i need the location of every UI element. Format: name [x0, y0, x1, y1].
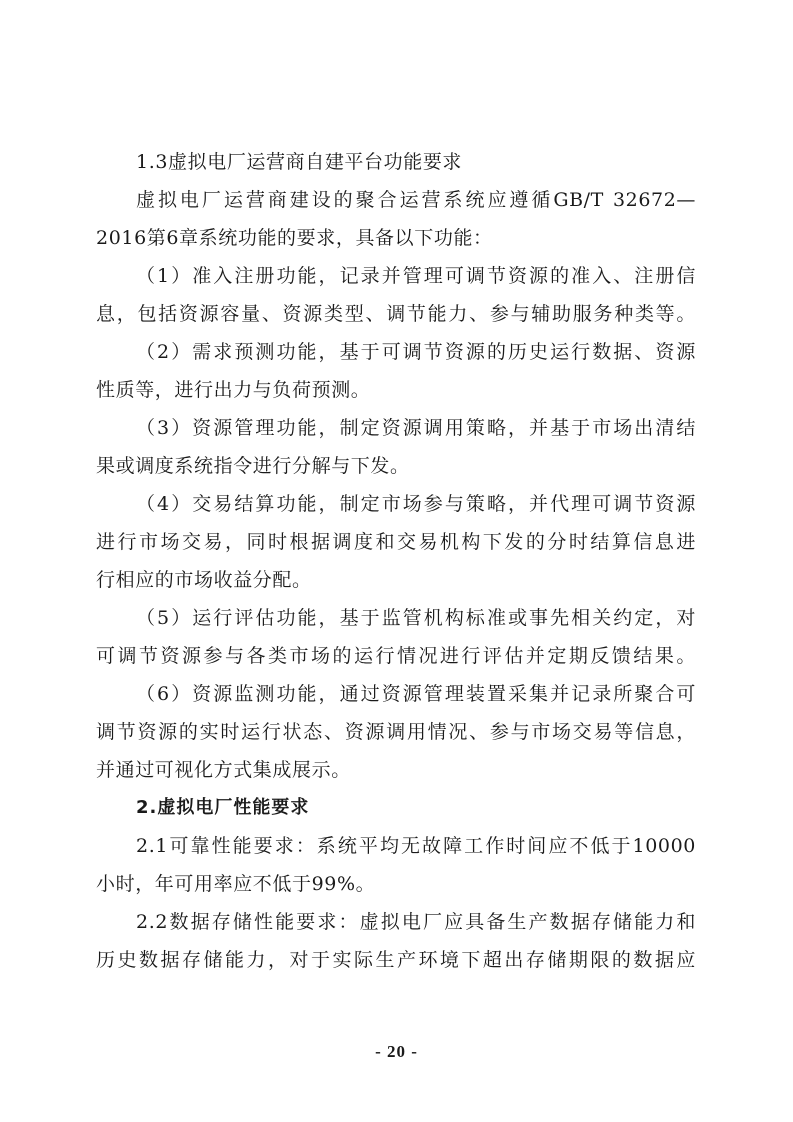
paragraph-line: 2.2数据存储性能要求：虚拟电厂应具备生产数据存储能力和 — [136, 911, 696, 933]
paragraph-line: 小时，年可用率应不低于99%。 — [96, 873, 376, 895]
paragraph-line: 2016第6章系统功能的要求，具备以下功能： — [96, 227, 493, 249]
list-item-1-line: （1）准入注册功能，记录并管理可调节资源的准入、注册信 — [136, 265, 696, 287]
paragraph-line: 历史数据存储能力，对于实际生产环境下超出存储期限的数据应 — [96, 949, 696, 971]
list-item-5-line: 可调节资源参与各类市场的运行情况进行评估并定期反馈结果。 — [96, 645, 696, 667]
list-item-5-line: （5）运行评估功能，基于监管机构标准或事先相关约定，对 — [136, 607, 696, 629]
paragraph-line: 2.1可靠性能要求：系统平均无故障工作时间应不低于10000 — [136, 835, 696, 857]
section-heading-1-3: 1.3虚拟电厂运营商自建平台功能要求 — [136, 151, 463, 173]
list-item-6-line: 调节资源的实时运行状态、资源调用情况、参与市场交易等信息， — [96, 721, 696, 743]
section-heading-2: 2.虚拟电厂性能要求 — [136, 797, 310, 818]
paragraph-line: 虚拟电厂运营商建设的聚合运营系统应遵循GB/T 32672— — [136, 189, 696, 211]
list-item-4-line: （4）交易结算功能，制定市场参与策略，并代理可调节资源 — [136, 493, 696, 515]
list-item-4-line: 进行市场交易，同时根据调度和交易机构下发的分时结算信息进 — [96, 531, 696, 553]
list-item-3-line: （3）资源管理功能，制定资源调用策略，并基于市场出清结 — [136, 417, 696, 439]
list-item-6-line: （6）资源监测功能，通过资源管理装置采集并记录所聚合可 — [136, 683, 696, 705]
list-item-4-line: 行相应的市场收益分配。 — [96, 569, 312, 591]
list-item-6-line: 并通过可视化方式集成展示。 — [96, 759, 351, 781]
list-item-3-line: 果或调度系统指令进行分解与下发。 — [96, 455, 410, 477]
list-item-2-line: 性质等，进行出力与负荷预测。 — [96, 379, 371, 401]
list-item-1-line: 息，包括资源容量、资源类型、调节能力、参与辅助服务种类等。 — [96, 303, 696, 325]
page-number: - 20 - — [375, 1042, 418, 1061]
list-item-2-line: （2）需求预测功能，基于可调节资源的历史运行数据、资源 — [136, 341, 696, 363]
